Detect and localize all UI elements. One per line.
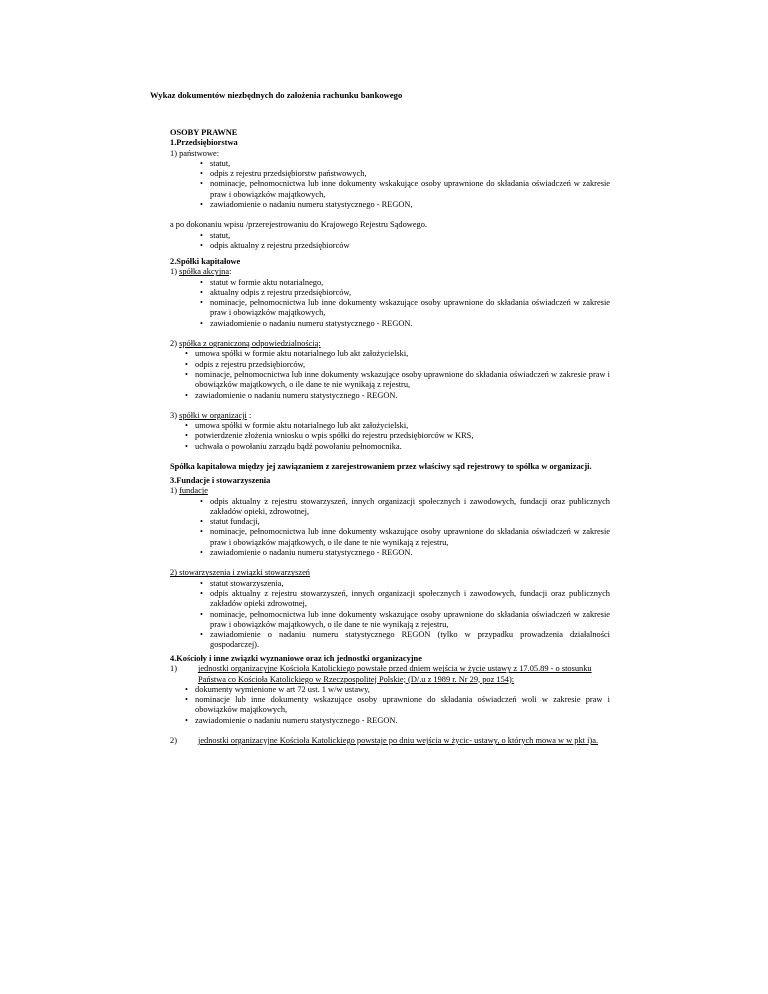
list-item: • nominacje, pełnomocnictwa lub inne dokumenty wskazujące osoby uprawnione do składania oświadczeń w zakresie praw i obowiązków majątkowych, o ile dane te nie wynikają z rejestru, bbox=[170, 527, 610, 548]
section-heading: 3.Fundacje i stowarzyszenia bbox=[170, 476, 271, 485]
paragraph: a po dokonaniu wpisu /przerejestrowaniu do Krajowego Rejestru Sądowego. bbox=[170, 220, 428, 230]
list-item: • potwierdzenie złożenia wniosku o wpis spółki do rejestru przedsiębiorców w KRS, bbox=[170, 431, 610, 441]
subsection-label: 1) spółka akcyjna: bbox=[170, 267, 232, 277]
list-item: • statut, bbox=[170, 159, 610, 169]
list-item: • zawiadomienie o nadaniu numeru statystycznego - REGON. bbox=[170, 716, 610, 726]
subsection-label: 3) spółki w organizacji : bbox=[170, 410, 252, 420]
item-number: 2) bbox=[170, 736, 177, 746]
item-number: 1) bbox=[170, 664, 177, 674]
subsection-label: 2) stowarzyszenia i związki stowarzyszeń bbox=[170, 568, 310, 578]
bullet-list bbox=[170, 278, 610, 329]
list-item: • odpis aktualny z rejestru przedsiębiorców bbox=[170, 241, 610, 251]
list-item: • zawiadomienie o nadaniu numeru statystycznego - REGON. bbox=[170, 548, 610, 558]
section-heading: 1.Przedsiębiorstwa bbox=[170, 138, 238, 148]
list-item: • statut fundacji, bbox=[170, 517, 610, 527]
item-text: jednostki organizacyjne Kościoła Katolickiego powstałe przed dniem wejścia w życie ustawy z 17.05.89 - o stosunku Państwa co Kościoła Katolickiego w Rzeczpospolitej Polskie; (D/.u z 1989 r. Nr 29, poz 154): bbox=[198, 664, 592, 684]
list-item: • umowa spółki w formie aktu notarialnego lub akt założycielski, bbox=[170, 421, 610, 431]
list-item: • nominacje, pełnomocnictwa lub inne dokumenty wskazujące osoby uprawnione do składania oświadczeń w zakresie praw i obowiązków majątkowych, bbox=[170, 298, 610, 319]
list-item: • odpis aktualny z rejestru stowarzyszeń, innych organizacji społecznych i zawodowych, fundacji oraz publicznych zakładów opieki, zdrowotnej, bbox=[170, 497, 610, 518]
bullet-list bbox=[170, 231, 610, 252]
list-item: • zawiadomienie o nadaniu numeru statystycznego - REGON. bbox=[170, 391, 610, 401]
bullet-list bbox=[170, 579, 610, 651]
list-item: • nominacje lub inne dokumenty wskazujące osoby uprawnione do składania oświadczeń woli w zakresie praw i obowiązków majątkowych, bbox=[170, 695, 610, 716]
list-item: • dokumenty wymienione w art 72 ust. 1 w/w ustawy, bbox=[170, 685, 610, 695]
list-item: • nominacje, pełnomocnictwa lub inne dokumenty wskazujące osoby uprawnione do składania oświadczeń w zakresie praw i obowiązków majątkowych, o ile dane te nie wynikają z rejestru, bbox=[170, 610, 610, 631]
list-item: • zawiadomienie o nadaniu numeru statystycznego - REGON, bbox=[170, 200, 610, 210]
item-text: jednostki organizacyjne Kościoła Katolickiego powstaje po dniu wejścia w życic- ustawy, o których mowa w w pkt i)a. bbox=[198, 736, 599, 746]
list-item: • odpis z rejestru przedsiębiorstw państwowych, bbox=[170, 169, 610, 179]
list-item: • umowa spółki w formie aktu notarialnego lub akt założycielski, bbox=[170, 349, 610, 359]
bullet-list bbox=[170, 421, 610, 452]
list-item: • statut w formie aktu notarialnego, bbox=[170, 278, 610, 288]
section-main-heading: OSOBY PRAWNE bbox=[170, 128, 238, 137]
note-paragraph: Spółka kapitałowa między jej zawiązaniem z zarejestrowaniem przez właściwy sąd rejestrowy to spółka w organizacji. bbox=[170, 462, 592, 472]
list-item: • nominacje, pełnomocnictwa lub inne dokumenty wskakujące osoby uprawnione do składania oświadczeń w zakresie praw i obowiązków majątkowych, bbox=[170, 179, 610, 200]
bullet-list bbox=[170, 497, 610, 559]
list-item: • nominacje, pełnomocnictwa lub inne dokumenty wskazujące osoby uprawnione do składania oświadczeń w zakresie praw i obowiązków majątkowych, o ile dane te nie wynikają z rejestru, bbox=[170, 370, 610, 391]
list-item: • statut, bbox=[170, 231, 610, 241]
subsection-label: 2) spółka z ograniczoną odpowiedzialnością: bbox=[170, 339, 321, 349]
document-title: Wykaz dokumentów niezbędnych do założenia rachunku bankowego bbox=[150, 90, 403, 100]
subsection-label: 1) państwowe: bbox=[170, 148, 220, 158]
numbered-item bbox=[170, 736, 610, 746]
section-spolki bbox=[170, 257, 610, 472]
section-przedsiebiorstwa bbox=[170, 128, 610, 251]
list-item: • odpis z rejestru przedsiębiorców, bbox=[170, 360, 610, 370]
section-fundacje bbox=[170, 476, 610, 651]
section-heading: 2.Spółki kapitałowe bbox=[170, 257, 241, 266]
section-koscioly bbox=[170, 654, 610, 746]
list-item: • zawiadomienie o nadaniu numeru statystycznego REGON (tylko w przypadku prowadzenia działalności gospodarczej). bbox=[170, 630, 610, 651]
list-item: • statut stowarzyszenia, bbox=[170, 579, 610, 589]
bullet-list bbox=[170, 349, 610, 400]
list-item: • zawiadomienie o nadaniu numeru statystycznego - REGON. bbox=[170, 319, 610, 329]
list-item: • uchwała o powołaniu zarządu bądź powołaniu pełnomocnika. bbox=[170, 442, 610, 452]
list-item: • odpis aktualny z rejestru stowarzyszeń, innych organizacji społecznych i zawodowych, fundacji oraz publicznych zakładów opieki zdrowotnej, bbox=[170, 589, 610, 610]
section-heading: 4.Kościoły i inne związki wyznaniowe oraz ich jednostki organizacyjne bbox=[170, 654, 422, 663]
bullet-list bbox=[170, 685, 610, 726]
subsection-label: 1) fundacje bbox=[170, 486, 208, 496]
list-item: • aktualny odpis z rejestru przedsiębiorców, bbox=[170, 288, 610, 298]
bullet-list bbox=[170, 159, 610, 210]
numbered-item bbox=[170, 664, 610, 685]
